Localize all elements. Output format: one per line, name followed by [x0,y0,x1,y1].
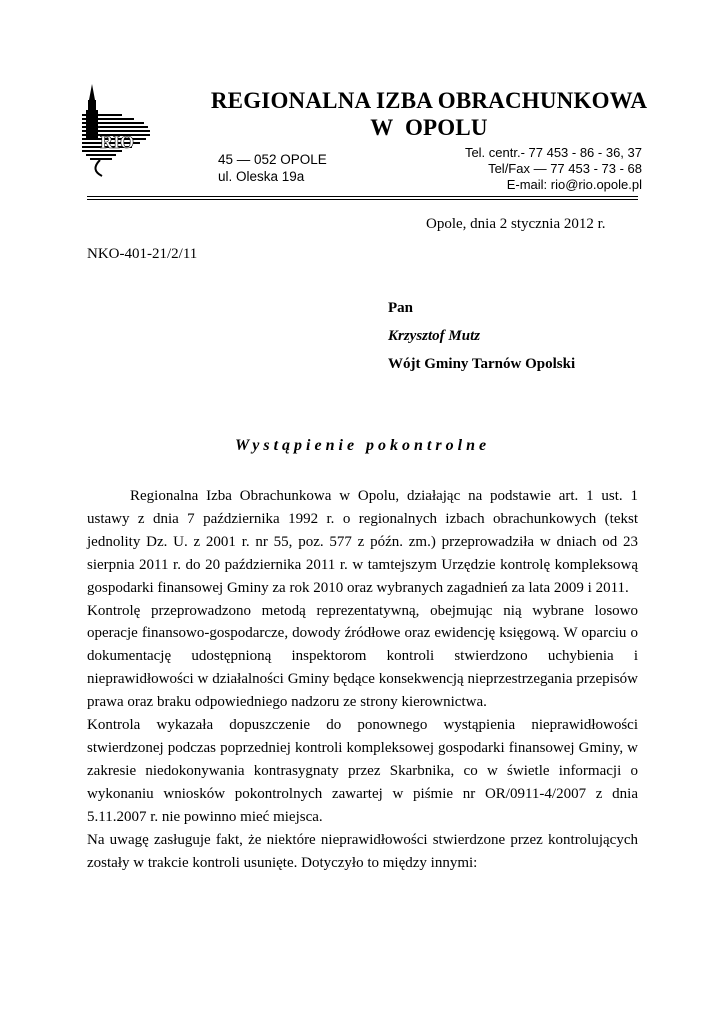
body-paragraph: Na uwagę zasługuje fakt, że niektóre nieprawidłowości stwierdzone przez kontrolujących zostały w trakcie kontroli usunięte. Dotyczyło to między innymi: [87,831,638,871]
svg-text:RIO: RIO [100,132,135,152]
reference-number: NKO-401-21/2/11 [87,246,198,262]
body-paragraph: Regionalna Izba Obrachunkowa w Opolu, działając na podstawie art. 1 ust. 1 ustawy z dnia 7 października 1992 r. o regionalnych izbach obrachunkowych (tekst jednolity Dz. U. z 2001 r. nr 55, poz. 577 z późn. zm.) przeprowadziła w dniach od 23 sierpnia 2011 r. do 20 października 2011 r. w tamtejszym Urzędzie kontrolę kompleksową gospodarki finansowej Gminy za rok 2010 oraz wybranych zagadnień za lata 2009 i 2011. [87,488,638,596]
email-address: E-mail: rio@rio.opole.pl [506,177,642,192]
recipient-name: Krzysztof Mutz [388,328,481,344]
tel-fax: Tel/Fax — 77 453 - 73 - 68 [488,161,642,176]
org-name-line2: W OPOLU [370,115,488,140]
body-paragraph: Kontrola wykazała dopuszczenie do ponownego wystąpienia nieprawidłowości stwierdzonej podczas poprzedniej kontroli kompleksowej gospodarki finansowej Gminy, w zakresie niedokonywania kontrasygnaty przez Skarbnika, co w świetle informacji o wykonaniu wniosków pokontrolnych zawartej w piśmie nr OR/0911-4/2007 z dnia 5.11.2007 r. nie powinno mieć miejsca. [87,717,638,825]
place-date: Opole, dnia 2 stycznia 2012 r. [426,216,606,232]
letterhead-divider [87,196,638,197]
letter-body [87,485,638,874]
org-name-line1: REGIONALNA IZBA OBRACHUNKOWA [210,88,648,113]
recipient-salutation: Pan [388,300,414,316]
body-paragraph: Kontrolę przeprowadzono metodą reprezentatywną, obejmując nią wybrane losowo operacje finansowo-gospodarcze, dowody źródłowe oraz ewidencję księgową. W oparciu o dokumentację udostępnioną inspektorom kontroli stwierdzono uchybienia i nieprawidłowości w działalności Gminy będące konsekwencją nieprzestrzegania przepisów prawa oraz braku odpowiedniego nadzoru ze strony kierownictwa. [87,602,638,711]
letterhead-divider-second [87,199,638,200]
street-address: ul. Oleska 19a [218,169,305,184]
postal-code-city: 45 — 052 OPOLE [218,152,327,167]
phone-number: Tel. centr.- 77 453 - 86 - 36, 37 [464,145,642,160]
document-heading: Wystąpienie pokontrolne [234,437,491,454]
rio-logo [80,82,152,178]
recipient-title: Wójt Gminy Tarnów Opolski [388,356,576,372]
